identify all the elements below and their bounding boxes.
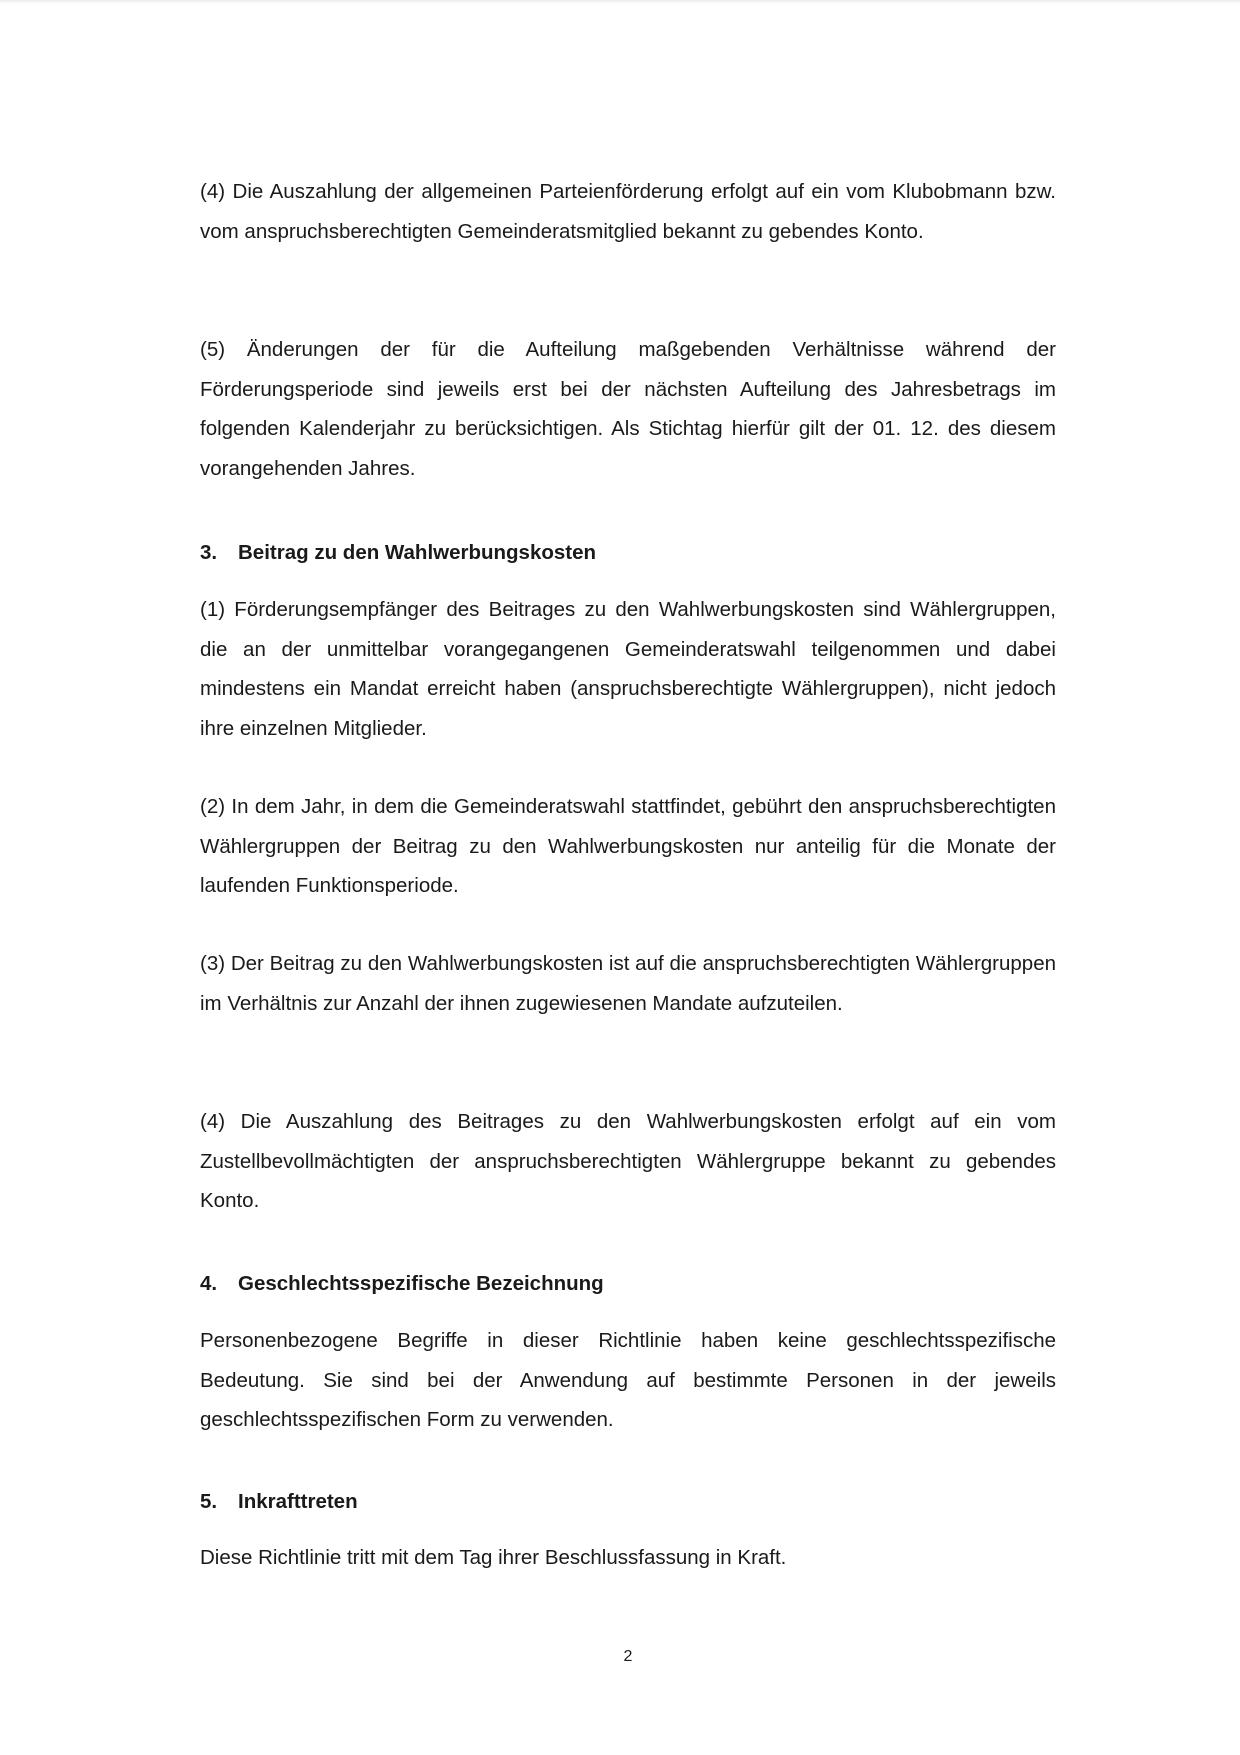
paragraph-3-1: (1) Förderungsempfänger des Beitrages zu den Wahlwerbungskosten sind Wählergruppen, die an der unmittelbar vorangegangenen Gemeinderatswahl teilgenommen und dabei mindestens ein Mandat erreicht haben (anspruchsberechtigte Wählergruppen), nicht jedoch ihre einzelnen Mitglieder.: [200, 598, 1056, 740]
paragraph-5: Diese Richtlinie tritt mit dem Tag ihrer Beschlussfassung in Kraft.: [200, 1546, 787, 1569]
page-number: 2: [623, 1648, 633, 1665]
section-4-heading: [200, 1269, 604, 1299]
paragraph-3-3: (3) Der Beitrag zu den Wahlwerbungskosten ist auf die anspruchsberechtigten Wählergruppen im Verhältnis zur Anzahl der ihnen zugewiesenen Mandate aufzuteilen.: [200, 952, 1056, 1015]
paragraph-2-5: (5) Änderungen der für die Aufteilung maßgebenden Verhältnisse während der Förderungsperiode sind jeweils erst bei der nächsten Aufteilung des Jahresbetrags im folgenden Kalenderjahr zu berücksichtigen. Als Stichtag hierfür gilt der 01. 12. des diesem vorangehenden Jahres.: [200, 338, 1056, 480]
section-3-heading: [200, 538, 596, 568]
section-4-number: 4.: [200, 1272, 218, 1295]
scan-edge: [0, 0, 1240, 4]
paragraph-3-2: (2) In dem Jahr, in dem die Gemeinderatswahl stattfindet, gebührt den anspruchsberechtigten Wählergruppen der Beitrag zu den Wahlwerbungskosten nur anteilig für die Monate der laufenden Funktionsperiode.: [200, 795, 1056, 897]
section-5-heading: [200, 1487, 358, 1517]
paragraph-4: Personenbezogene Begriffe in dieser Richtlinie haben keine geschlechtsspezifische Bedeutung. Sie sind bei der Anwendung auf bestimmte Personen in der jeweils geschlechtsspezifischen Form zu verwenden.: [200, 1329, 1056, 1431]
paragraph-3-4: (4) Die Auszahlung des Beitrages zu den Wahlwerbungskosten erfolgt auf ein vom Zustellbevollmächtigten der anspruchsberechtigten Wählergruppe bekannt zu gebendes Konto.: [200, 1110, 1056, 1212]
section-3-number: 3.: [200, 541, 218, 564]
section-3-title: Beitrag zu den Wahlwerbungskosten: [238, 541, 597, 564]
section-5-title: Inkrafttreten: [238, 1490, 358, 1513]
section-5-number: 5.: [200, 1490, 218, 1513]
paragraph-2-4: (4) Die Auszahlung der allgemeinen Parteienförderung erfolgt auf ein vom Klubobmann bzw. vom anspruchsberechtigten Gemeinderatsmitglied bekannt zu gebendes Konto.: [200, 180, 1056, 243]
section-4-title: Geschlechtsspezifische Bezeichnung: [238, 1272, 604, 1295]
